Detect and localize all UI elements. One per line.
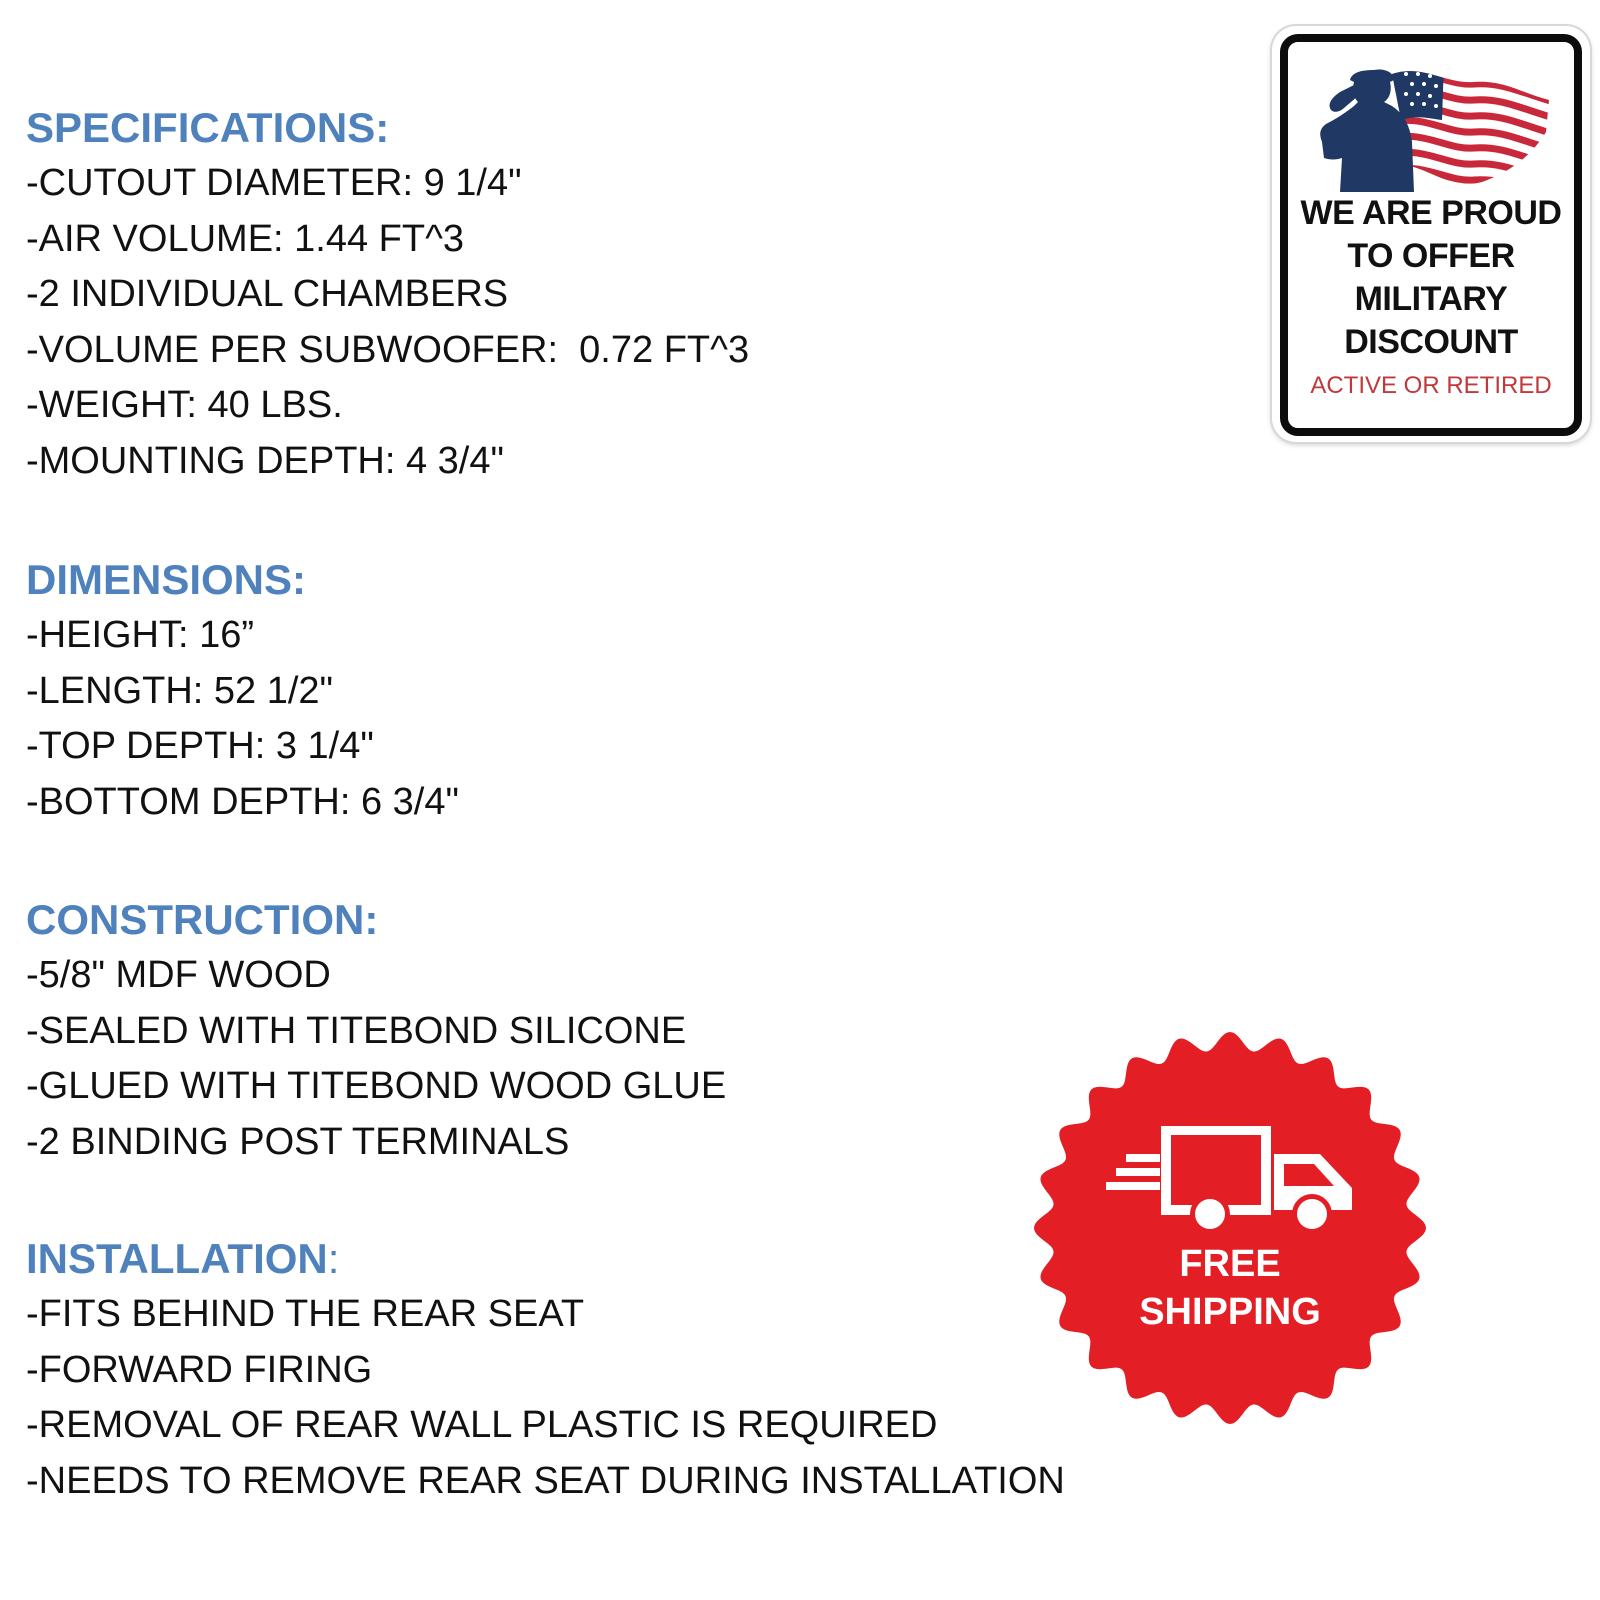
free-shipping-line: FREE [1179,1243,1281,1285]
military-discount-badge [1272,26,1590,442]
spec-item: -CUTOUT DIAMETER: 9 1/4" [26,162,522,204]
installation-heading-colon: : [327,1235,340,1282]
construction-item: -GLUED WITH TITEBOND WOOD GLUE [26,1065,727,1108]
dimension-item: -HEIGHT: 16” [26,614,255,656]
construction-item: -2 BINDING POST TERMINALS [26,1120,570,1163]
spec-item: -WEIGHT: 40 LBS. [26,384,343,427]
spec-item: -VOLUME PER SUBWOOFER: 0.72 FT^3 [26,328,750,371]
military-badge-subtitle: ACTIVE OR RETIRED [1310,372,1552,399]
military-badge-frame [1280,34,1582,436]
installation-item: -FITS BEHIND THE REAR SEAT [26,1293,585,1335]
military-badge-text [1288,192,1574,406]
free-shipping-text [1024,1240,1436,1336]
military-badge-line: MILITARY [1354,280,1508,318]
free-shipping-badge [1024,1022,1436,1434]
installation-heading-text: INSTALLATION [26,1235,328,1282]
installation-item: -FORWARD FIRING [26,1348,373,1391]
construction-item: -5/8" MDF WOOD [26,954,331,996]
construction-item: -SEALED WITH TITEBOND SILICONE [26,1009,687,1052]
specifications-heading: SPECIFICATIONS: [26,104,390,151]
installation-heading [26,1231,1065,1287]
spec-item: -AIR VOLUME: 1.44 FT^3 [26,217,465,260]
delivery-truck-icon [1106,1126,1356,1238]
construction-heading: CONSTRUCTION: [26,896,379,943]
product-specifications [26,0,1086,1600]
military-badge-line: DISCOUNT [1344,323,1518,361]
installation-item: -NEEDS TO REMOVE REAR SEAT DURING INSTALLATION [26,1459,1065,1502]
dimensions-section [26,552,459,830]
construction-section [26,892,726,1170]
saluting-soldier-flag-icon [1314,62,1554,192]
specifications-section [26,100,749,490]
dimension-item: -LENGTH: 52 1/2" [26,669,334,712]
installation-section [26,1231,1065,1509]
spec-item: -2 INDIVIDUAL CHAMBERS [26,273,509,316]
installation-item: -REMOVAL OF REAR WALL PLASTIC IS REQUIRED [26,1404,938,1447]
free-shipping-line: SHIPPING [1139,1291,1321,1333]
spec-item: -MOUNTING DEPTH: 4 3/4" [26,439,504,482]
dimensions-heading: DIMENSIONS: [26,556,307,603]
dimension-item: -TOP DEPTH: 3 1/4" [26,725,374,768]
military-badge-line: WE ARE PROUD [1300,194,1562,232]
military-badge-line: TO OFFER [1347,237,1515,275]
dimension-item: -BOTTOM DEPTH: 6 3/4" [26,780,459,823]
